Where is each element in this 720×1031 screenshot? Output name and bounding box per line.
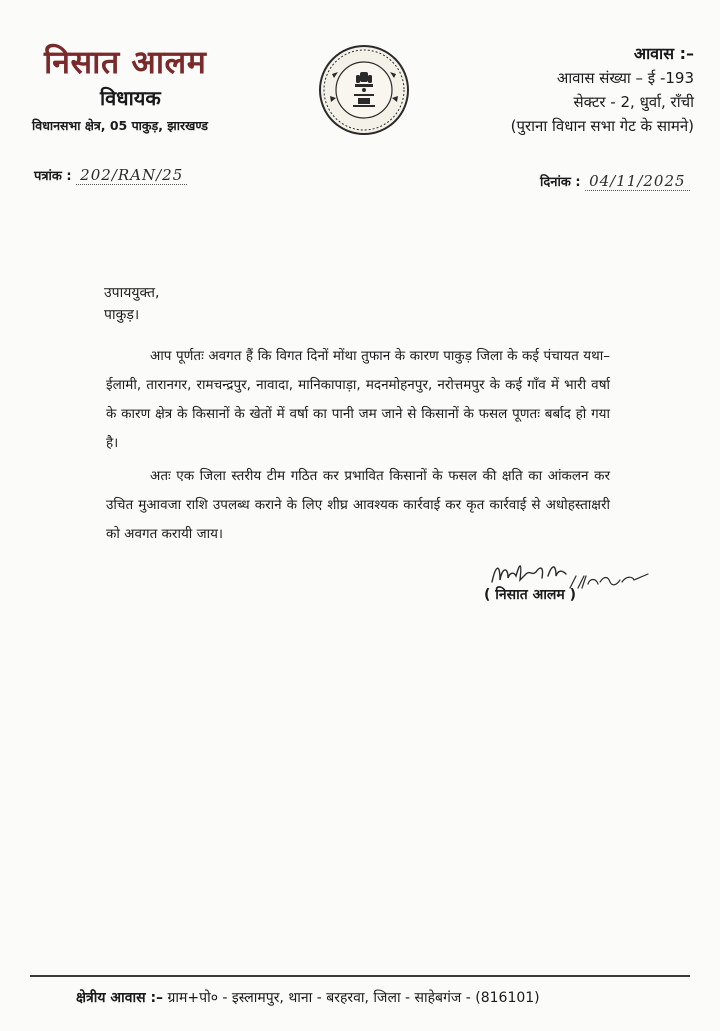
- footer-divider: [30, 975, 690, 977]
- addressee: [104, 282, 159, 326]
- reference-label: पत्रांक :: [34, 169, 72, 184]
- government-emblem-icon: [318, 44, 410, 136]
- addressee-line: पाकुड़।: [104, 307, 140, 323]
- letterhead-designation: विधायक: [100, 86, 161, 110]
- reference-value: 202/RAN/25: [76, 166, 187, 185]
- letterhead-constituency: विधानसभा क्षेत्र, 05 पाकुड़, झारखण्ड: [32, 118, 208, 133]
- residence-line: सेक्टर - 2, धुर्वा, राँची: [573, 93, 694, 111]
- residence-title: आवास :–: [633, 44, 694, 63]
- residence-line: आवास संख्या – ई -193: [556, 69, 694, 87]
- residence-address: [511, 42, 694, 138]
- letter-body: [106, 342, 610, 553]
- footer-address: [76, 988, 540, 1007]
- date-label: दिनांक :: [540, 175, 581, 190]
- addressee-line: उपाययुक्त,: [104, 285, 160, 301]
- residence-line: (पुराना विधान सभा गेट के सामने): [510, 117, 694, 135]
- reference-number: [34, 166, 187, 184]
- signatory-name: ( निसात आलम ): [484, 587, 577, 603]
- footer-label: क्षेत्रीय आवास :–: [76, 990, 164, 1006]
- footer-address-text: ग्राम+पो० - इस्लामपुर, थाना - बरहरवा, जिला - साहेबगंज - (816101): [167, 990, 540, 1006]
- letterhead-name: निसात आलम: [44, 43, 207, 81]
- body-paragraph: आप पूर्णतः अवगत हैं कि विगत दिनों मोंथा तुफान के कारण पाकुड़ जिला के कई पंचायत यथा– ईलामी, तारानगर, रामचन्द्रपुर, नावादा, मानिकापाड़ा, मदनमोहनपुर, नरोत्तमपुर के कई गाँव में भारी वर्षा के कारण क्षेत्र के किसानों के खेतों में वर्षा का पानी जम जाने से किसानों के फसल पूणतः बर्बाद हो गया है।: [106, 348, 610, 451]
- letter-date: [540, 172, 690, 190]
- body-paragraph: अतः एक जिला स्तरीय टीम गठित कर प्रभावित किसानों के फसल की क्षति का आंकलन कर उचित मुआवजा राशि उपलब्ध कराने के लिए शीघ्र आवश्यक कार्रवाई कर कृत कार्रवाई से अधोहस्ताक्षरी को अवगत करायी जाय।: [106, 468, 610, 542]
- date-value: 04/11/2025: [585, 172, 689, 191]
